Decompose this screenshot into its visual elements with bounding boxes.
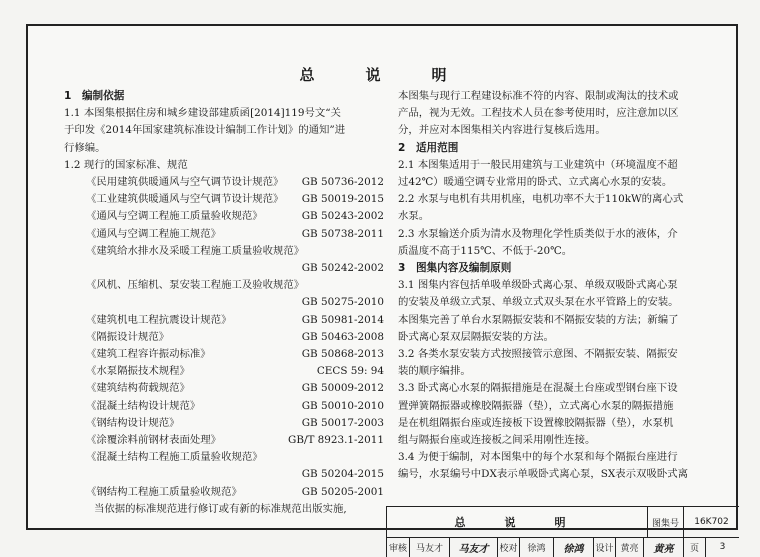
paragraph-line: 3.3 卧式离心水泵的隔振措施是在混凝土台座或型钢台座下设	[398, 382, 678, 395]
atlas-number: 16K702	[683, 507, 739, 537]
paragraph-line: 水泵。	[398, 210, 430, 223]
standard-row	[64, 191, 384, 208]
standard-name: 《水泵隔振技术规程》	[86, 365, 190, 378]
standard-code: GB 50243-2002	[301, 210, 384, 223]
standard-code: GB 50019-2015	[301, 193, 384, 206]
standard-code: GB 50009-2012	[301, 382, 384, 395]
section-3-heading: 3 图集内容及编制原则	[398, 262, 512, 275]
standard-code: GB 50868-2013	[301, 348, 384, 361]
standard-code: GB 50205-2001	[301, 485, 384, 498]
review-label: 审核	[388, 543, 407, 554]
paragraph-line: 置弹簧隔振器或橡胶隔振器（垫），立式离心水泵的隔振措施	[398, 399, 674, 412]
standard-code: GB 50010-2010	[301, 399, 384, 412]
checker-signature: 徐鸿	[553, 537, 593, 557]
paragraph-line: 本图集完善了单台水泵隔振安装和不隔振安装的方法；新编了	[398, 313, 679, 326]
standard-code: CECS 59: 94	[316, 365, 384, 378]
standard-name: 《涂覆涂料前钢材表面处理》	[86, 434, 222, 447]
standard-row	[64, 174, 384, 191]
standard-name: 《建筑结构荷载规范》	[86, 382, 190, 395]
paragraph-line: 2.3 水泵输送介质为清水及物理化学性质类似于水的液体，介	[398, 227, 678, 240]
designer-signature: 黄亮	[643, 537, 683, 557]
paragraph-line: 3.4 为便于编制，对本图集中的每个水泵和每个隔振台座进行	[398, 451, 678, 464]
standard-name: 《民用建筑供暖通风与空气调节设计规范》	[86, 176, 284, 189]
standard-name: 《混凝土结构设计规范》	[86, 399, 201, 412]
title-block	[386, 506, 739, 557]
standard-row	[64, 208, 384, 225]
standard-code: GB 50017-2003	[301, 416, 384, 429]
standard-row	[64, 380, 384, 397]
paragraph-line: 行修编。	[64, 141, 106, 154]
title-block-row-1	[387, 507, 739, 538]
page-title: 总 说 明	[299, 66, 465, 84]
standard-code: GB 50981-2014	[301, 313, 384, 326]
standard-name: 《钢结构工程施工质量验收规范》	[86, 485, 242, 498]
paragraph-line: 本图集与现行工程建设标准不符的内容、限制或淘汰的技术或	[398, 90, 679, 102]
standard-row	[64, 329, 384, 346]
paragraph-line: 分，并应对本图集相关内容进行复核后选用。	[398, 124, 606, 137]
paragraph-line: 编号，水泵编号中DX表示单吸卧式离心泵，SX表示双吸卧式离	[398, 468, 689, 481]
standard-name: 《通风与空调工程施工规范》	[86, 227, 222, 240]
standard-code: GB/T 8923.1-2011	[288, 434, 384, 447]
standard-name: 《风机、压缩机、泵安装工程施工及验收规范》	[86, 279, 305, 292]
left-column	[64, 88, 384, 518]
standard-row	[64, 484, 384, 501]
paragraph-line: 组与隔振台座或连接板之间采用刚性连接。	[398, 434, 596, 447]
standard-row	[64, 363, 384, 380]
paragraph-line: 3.1 图集内容包括单吸单级卧式离心泵、单级双吸卧式离心泵	[398, 279, 678, 292]
standard-name: 《钢结构设计规范》	[86, 416, 180, 429]
section-1-heading: 1 编制依据	[64, 90, 125, 102]
paragraph-line: 的安装及单级立式泵、单级立式双头泵在水平管路上的安装。	[398, 296, 679, 309]
standard-row	[64, 432, 384, 449]
reviewer-name: 马友才	[409, 537, 449, 557]
paragraph-line: 是在机组隔振台座或连接板下设置橡胶隔振器（垫），水泵机	[398, 416, 674, 429]
standard-row	[64, 277, 384, 294]
paragraph-line: 产品，视为无效。工程技术人员在参考使用时，应注意加以区	[398, 107, 679, 120]
paragraph-line: 卧式离心泵双层隔振安装的方法。	[398, 330, 554, 343]
design-label: 设计	[593, 537, 615, 557]
reviewer-signature: 马友才	[449, 537, 497, 557]
paragraph-line: 2.2 水泵与电机有共用机座，电机功率不大于110kW的离心式	[398, 193, 684, 206]
standard-name: 《建筑给水排水及采暖工程施工质量验收规范》	[86, 244, 305, 257]
standard-code: GB 50204-2015	[301, 468, 384, 481]
title-block-row-2	[387, 537, 739, 557]
standard-row	[64, 294, 384, 311]
right-column	[398, 88, 724, 484]
page-label: 页	[683, 537, 705, 557]
paragraph-line: 3.2 各类水泵安装方式按照接管示意图、不隔振安装、隔振安	[398, 348, 678, 361]
designer-name: 黄亮	[615, 537, 643, 557]
standard-code: GB 50242-2002	[301, 262, 384, 275]
section-2-body	[398, 157, 724, 260]
standard-code: GB 50463-2008	[301, 330, 384, 343]
check-label: 校对	[497, 537, 519, 557]
paragraph-line: 于印发《2014年国家建筑标准设计编制工作计划》的通知”进	[64, 124, 346, 137]
standard-row	[64, 346, 384, 363]
standard-code: GB 50738-2011	[301, 227, 384, 240]
drawing-sheet	[26, 24, 738, 555]
paragraph-line: 1.1 本图集根据住房和城乡建设部建质函[2014]119号文“关	[64, 107, 341, 120]
section-2-heading: 2 适用范围	[398, 141, 459, 154]
standard-name: 《隔振设计规范》	[86, 330, 170, 343]
standard-row	[64, 415, 384, 432]
standard-row	[64, 466, 384, 483]
atlas-number-label: 图集号	[647, 507, 683, 537]
paragraph-line: 过42℃）暖通空调专业常用的卧式、立式离心水泵的安装。	[398, 176, 673, 189]
title-block-name: 总 说 明	[454, 516, 580, 529]
page-number: 3	[705, 537, 739, 557]
standards-list	[64, 174, 384, 501]
paragraph-line: 质温度不高于115℃、不低于-20℃。	[398, 244, 573, 257]
standard-row	[64, 312, 384, 329]
standard-row	[64, 260, 384, 277]
standard-name: 《建筑机电工程抗震设计规范》	[86, 313, 232, 326]
standard-name: 《工业建筑供暖通风与空气调节设计规范》	[86, 193, 284, 206]
checker-name: 徐鸿	[519, 537, 553, 557]
standard-code: GB 50736-2012	[301, 176, 384, 189]
paragraph-line: 2.1 本图集适用于一般民用建筑与工业建筑中（环境温度不超	[398, 158, 678, 171]
standard-name: 《混凝土结构工程施工质量验收规范》	[86, 451, 263, 464]
paragraph-line: 装的顺序编排。	[398, 365, 471, 378]
section-3-body	[398, 277, 724, 483]
section-1-2-heading: 1.2 现行的国家标准、规范	[64, 158, 188, 171]
standard-row	[64, 449, 384, 466]
standard-row	[64, 226, 384, 243]
standard-code: GB 50275-2010	[301, 296, 384, 309]
paragraph-line: 当依据的标准规范进行修订或有新的标准规范出版实施,	[94, 502, 347, 515]
standard-row	[64, 243, 384, 260]
standard-name: 《建筑工程容许振动标准》	[86, 348, 211, 361]
standard-name: 《通风与空调工程施工质量验收规范》	[86, 210, 263, 223]
standard-row	[64, 398, 384, 415]
